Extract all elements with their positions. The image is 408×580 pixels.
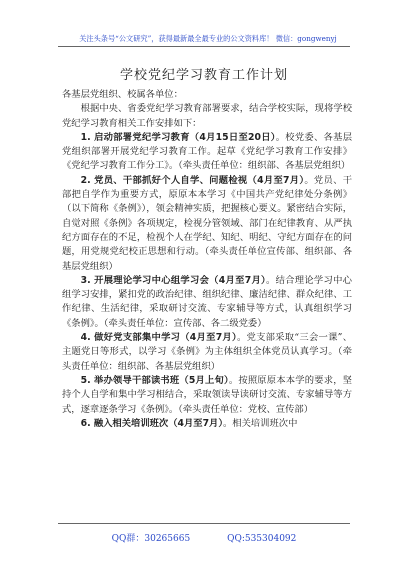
footer-qq: QQ:535304092 [227, 534, 297, 544]
plan-item-heading: 2. 党员、干部抓好个人自学、问题检视（4月至7月） [80, 174, 305, 186]
intro-paragraph: 根据中央、省委党纪学习教育部署要求，结合学校实际，现将学校党纪学习教育相关工作安排如下： [62, 103, 352, 129]
footer-divider [58, 523, 350, 524]
plan-item-4 [62, 331, 352, 374]
page-header-note: 关注头条号“公文研究”，获得最新最全最专业的公文资料库！ 微信：gongwenyj [79, 34, 337, 43]
plan-item-heading: 3. 开展理论学习中心组学习会（4月至7月） [80, 274, 266, 286]
plan-item-3 [62, 274, 352, 331]
plan-item-heading: 6. 融入相关培训班次（4月至7月） [80, 417, 223, 429]
plan-item-body: 。结合理论学习中心组学习安排，紧扣党的政治纪律、组织纪律、廉洁纪律、群众纪律、工作纪律、生活纪律，采取研讨交流、专家辅导等方式，认真组织学习《条例》。（牵头责任单位：宣传部、各二级党委） [62, 274, 352, 329]
plan-item-5 [62, 374, 352, 417]
salutation: 各基层党组织、校属各单位： [62, 89, 183, 100]
plan-item-1 [62, 131, 352, 174]
document-body [62, 88, 352, 431]
plan-item-heading: 4. 做好党支部集中学习（4月至7月） [80, 332, 237, 344]
plan-item-2 [62, 174, 352, 274]
plan-item-body: 。校党委、各基层党组织部署开展党纪学习教育工作。起草《党纪学习教育工作安排》《党纪学习教育工作分工》。（牵头责任单位：组织部、各基层党组织） [62, 131, 352, 172]
footer-qq-group: QQ群：30265665 [111, 534, 191, 544]
plan-item-body: 。党支部采取“三会一课”、主题党日等形式，以学习《条例》为主体组织全体党员认真学习。（牵头责任单位：组织部、各基层党组织） [62, 332, 352, 372]
page-footer [0, 531, 408, 544]
plan-item-body: 。按照原原本本学的要求，坚持个人自学和集中学习相结合，采取领读导读研讨交流、专家辅导等方式，逐章逐条学习《条例》。（牵头责任单位：党校、宣传部） [62, 374, 352, 415]
plan-item-6 [62, 417, 352, 431]
plan-item-body: 。党员、干部把自学作为重要方式，原原本本学习《中国共产党纪律处分条例》（以下简称《条例》），领会精神实质，把握核心要义。紧密结合实际，自觉对照《条例》各项规定，检视分管领域、部门在纪律教育、从严执纪方面存在的不足，检视个人在学纪、知纪、明纪、守纪方面存在的问题，用党规党纪校正思想和行动。（牵头责任单位宣传部、组织部、各基层党组织） [62, 174, 352, 272]
plan-item-heading: 5. 举办领导干部读书班（5月上旬） [80, 374, 229, 386]
plan-item-heading: 1. 启动部署党纪学习教育（4月15日至20日） [80, 131, 276, 143]
header-divider [58, 46, 350, 47]
page-title: 学校党纪学习教育工作计划 [119, 68, 288, 83]
plan-item-body: 。相关培训班次中 [222, 417, 298, 429]
